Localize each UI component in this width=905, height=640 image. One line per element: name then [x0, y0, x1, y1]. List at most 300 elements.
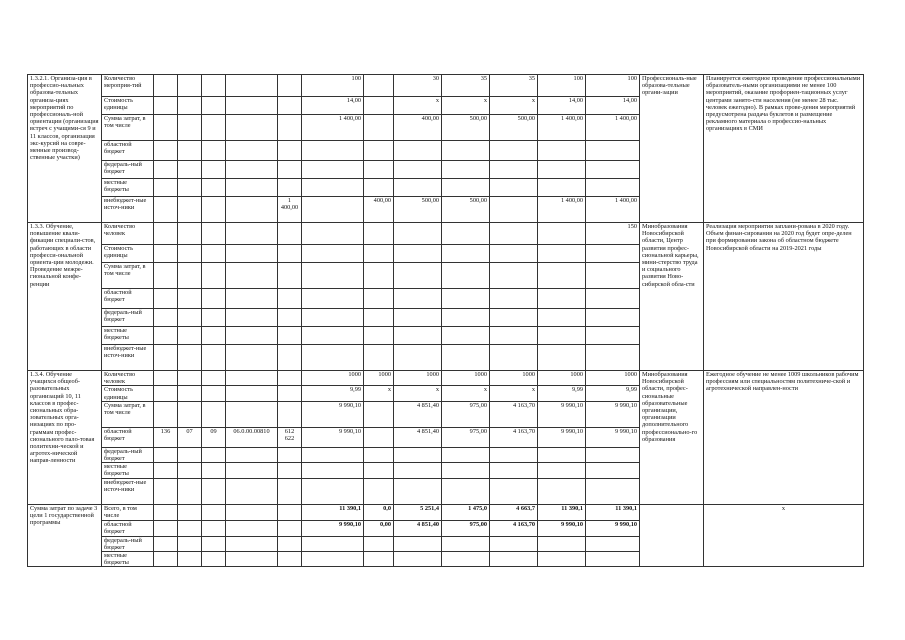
indicator-label-cell: федераль-ный бюджет [102, 309, 154, 327]
value-cell [442, 327, 490, 345]
value-cell [586, 289, 640, 309]
value-cell [394, 179, 442, 197]
value-cell [302, 478, 364, 504]
value-cell [364, 141, 394, 161]
value-cell [202, 263, 226, 289]
value-cell [490, 478, 538, 504]
value-cell: 1000 [442, 371, 490, 386]
value-cell: 1000 [586, 371, 640, 386]
value-cell [178, 386, 202, 401]
value-cell [278, 75, 302, 97]
indicator-label-cell: федераль-ный бюджет [102, 161, 154, 179]
value-cell [278, 223, 302, 245]
value-cell: 4 851,40 [394, 401, 442, 427]
value-cell [278, 552, 302, 567]
value-cell [364, 345, 394, 371]
value-cell [154, 447, 178, 462]
value-cell: x [490, 386, 538, 401]
value-cell [538, 141, 586, 161]
value-cell [364, 478, 394, 504]
value-cell: 9 990,10 [586, 401, 640, 427]
table-row [28, 504, 864, 520]
value-cell [394, 245, 442, 263]
value-cell [490, 263, 538, 289]
value-cell [364, 75, 394, 97]
value-cell [364, 327, 394, 345]
value-cell [154, 197, 178, 223]
value-cell [586, 179, 640, 197]
value-cell [442, 309, 490, 327]
expected-result-cell: Ежегодное обучение не менее 1009 школьников рабочим профессиям или специальностям политехниче-ской и агротехнической направлен-ности [704, 371, 864, 505]
value-cell [202, 245, 226, 263]
value-cell [302, 161, 364, 179]
indicator-label-cell: областной бюджет [102, 520, 154, 536]
value-cell [178, 309, 202, 327]
value-cell [202, 447, 226, 462]
value-cell: 1 400,00 [586, 115, 640, 141]
value-cell [538, 263, 586, 289]
value-cell [538, 478, 586, 504]
value-cell [278, 536, 302, 551]
value-cell: 35 [442, 75, 490, 97]
value-cell [490, 345, 538, 371]
indicator-label-cell: федераль-ный бюджет [102, 447, 154, 462]
value-cell [202, 401, 226, 427]
value-cell [302, 197, 364, 223]
value-cell: 9 990,10 [538, 427, 586, 447]
value-cell [154, 463, 178, 478]
value-cell: 11 390,1 [302, 504, 364, 520]
value-cell: 09 [202, 427, 226, 447]
value-cell [490, 309, 538, 327]
value-cell [154, 536, 178, 551]
value-cell [226, 401, 278, 427]
value-cell [154, 478, 178, 504]
value-cell [226, 197, 278, 223]
value-cell [364, 289, 394, 309]
value-cell [226, 327, 278, 345]
value-cell [278, 309, 302, 327]
value-cell [538, 289, 586, 309]
value-cell [364, 263, 394, 289]
value-cell: 400,00 [394, 115, 442, 141]
value-cell: 100 [538, 75, 586, 97]
value-cell: 0,0 [364, 504, 394, 520]
value-cell [202, 115, 226, 141]
value-cell [538, 552, 586, 567]
value-cell [442, 141, 490, 161]
value-cell: 150 [586, 223, 640, 245]
expected-result-cell: Реализация мероприятия заплани-рована в 2020 году. Объем финан-сирования на 2020 год будет опре-делен при формировании закона об областном бюджете Новосибирской области на 2019-2021 годы [704, 223, 864, 371]
value-cell [202, 463, 226, 478]
value-cell [394, 289, 442, 309]
indicator-label-cell: местные бюджеты [102, 552, 154, 567]
value-cell [278, 478, 302, 504]
indicator-label-cell: Сумма затрат, в том числе [102, 263, 154, 289]
value-cell [538, 309, 586, 327]
table-row [28, 75, 864, 97]
value-cell [586, 263, 640, 289]
value-cell [226, 345, 278, 371]
value-cell [586, 552, 640, 567]
indicator-label-cell: Количество мероприя-тий [102, 75, 154, 97]
indicator-label-cell: Стоимость единицы [102, 386, 154, 401]
value-cell [178, 289, 202, 309]
value-cell [302, 345, 364, 371]
value-cell [226, 552, 278, 567]
value-cell [278, 179, 302, 197]
value-cell: 1 400,00 [538, 197, 586, 223]
value-cell [586, 327, 640, 345]
value-cell: 4 163,70 [490, 401, 538, 427]
value-cell: 1000 [538, 371, 586, 386]
value-cell [364, 161, 394, 179]
value-cell [364, 115, 394, 141]
value-cell [178, 520, 202, 536]
value-cell [442, 161, 490, 179]
value-cell [226, 141, 278, 161]
value-cell [490, 536, 538, 551]
value-cell [178, 447, 202, 462]
value-cell [202, 345, 226, 371]
value-cell [364, 97, 394, 115]
expected-result-cell: Планируется ежегодное проведение профессиональными образователь-ными организациями не менее 100 мероприятий, оказание профориен-тационных услуг центрами занято-сти населения (не менее 28 тыс. человек ежегодно). В рамках прове-дения мероприятий предусмотрена раздача буклетов и размещение рекламного материала о профессио-нальных организациях в СМИ [704, 75, 864, 223]
value-cell [202, 371, 226, 386]
value-cell [490, 463, 538, 478]
indicator-label-cell: Количество человек [102, 371, 154, 386]
value-cell [442, 345, 490, 371]
value-cell [586, 245, 640, 263]
value-cell [442, 463, 490, 478]
value-cell [178, 179, 202, 197]
value-cell [394, 345, 442, 371]
value-cell [278, 463, 302, 478]
value-cell [278, 161, 302, 179]
value-cell [226, 386, 278, 401]
value-cell [442, 536, 490, 551]
value-cell: 4 851,40 [394, 427, 442, 447]
value-cell: 9 990,10 [538, 520, 586, 536]
value-cell: 1 400,00 [586, 197, 640, 223]
value-cell [154, 245, 178, 263]
value-cell [202, 327, 226, 345]
value-cell: 975,00 [442, 520, 490, 536]
value-cell [154, 520, 178, 536]
indicator-label-cell: областной бюджет [102, 289, 154, 309]
value-cell: 1000 [490, 371, 538, 386]
value-cell: 612 622 [278, 427, 302, 447]
value-cell [178, 552, 202, 567]
value-cell [394, 447, 442, 462]
executor-cell: Минобразования Новосибирской области, профес-сиональные образовательные организации, организации дополнительного профессионально-го образования [640, 371, 704, 505]
value-cell: 1000 [394, 371, 442, 386]
value-cell [154, 179, 178, 197]
value-cell: x [442, 97, 490, 115]
value-cell [302, 309, 364, 327]
value-cell [278, 141, 302, 161]
value-cell [154, 75, 178, 97]
value-cell [178, 75, 202, 97]
value-cell [394, 478, 442, 504]
value-cell [278, 447, 302, 462]
value-cell [202, 75, 226, 97]
value-cell: 9 990,10 [302, 427, 364, 447]
value-cell [302, 223, 364, 245]
value-cell [178, 327, 202, 345]
value-cell [178, 197, 202, 223]
event-name-cell: 1.3.4. Обучение учащихся общеоб-разовательных организаций 10, 11 классов в профес-сиональных обра-зовательных орга-низациях по про-граммам профес-сионального пало-товая политехни-ческой и агротех-нической направ-ленности [28, 371, 102, 505]
value-cell [202, 504, 226, 520]
value-cell [364, 245, 394, 263]
value-cell [178, 401, 202, 427]
value-cell [178, 141, 202, 161]
value-cell [302, 327, 364, 345]
value-cell [302, 536, 364, 551]
value-cell: 11 390,1 [586, 504, 640, 520]
value-cell [178, 263, 202, 289]
value-cell [490, 161, 538, 179]
indicator-label-cell: внебюджет-ные источ-ники [102, 345, 154, 371]
value-cell [394, 309, 442, 327]
value-cell [442, 552, 490, 567]
value-cell [226, 371, 278, 386]
value-cell: 4 663,7 [490, 504, 538, 520]
value-cell [202, 520, 226, 536]
value-cell: 9,99 [586, 386, 640, 401]
value-cell [278, 263, 302, 289]
value-cell [302, 463, 364, 478]
value-cell [394, 536, 442, 551]
event-name-cell: 1.3.2.1. Организа-ция в профессио-нальных образова-тельных организа-циях мероприятий по профессиональ-ной ориентации (организация встреч с учащими-ся 9 и 11 классов, организация экс-курсий на совре-менные производ-ственные участки) [28, 75, 102, 223]
value-cell: 9 990,10 [586, 427, 640, 447]
value-cell [490, 141, 538, 161]
value-cell [586, 345, 640, 371]
value-cell: 35 [490, 75, 538, 97]
value-cell [538, 447, 586, 462]
value-cell [154, 552, 178, 567]
indicator-label-cell: Сумма затрат, в том числе [102, 115, 154, 141]
value-cell [586, 447, 640, 462]
value-cell [442, 223, 490, 245]
value-cell [302, 263, 364, 289]
value-cell [178, 345, 202, 371]
value-cell [154, 504, 178, 520]
value-cell [490, 327, 538, 345]
event-name-cell: 1.3.3. Обучение, повышение квали-фикации специали-стов, работающих в области професси-ональной ориента-ции молодежи. Проведение межре-гиональной конфе-ренции [28, 223, 102, 371]
value-cell [302, 289, 364, 309]
value-cell [302, 447, 364, 462]
value-cell [226, 223, 278, 245]
value-cell [226, 520, 278, 536]
value-cell [226, 309, 278, 327]
value-cell [278, 97, 302, 115]
value-cell [202, 179, 226, 197]
value-cell [278, 371, 302, 386]
value-cell: 06.0.00.00810 [226, 427, 278, 447]
value-cell: 14,00 [586, 97, 640, 115]
value-cell [586, 161, 640, 179]
value-cell [586, 478, 640, 504]
value-cell: 5 251,4 [394, 504, 442, 520]
value-cell: 14,00 [302, 97, 364, 115]
value-cell [226, 463, 278, 478]
value-cell: 500,00 [442, 115, 490, 141]
value-cell [178, 223, 202, 245]
value-cell [226, 289, 278, 309]
value-cell [226, 97, 278, 115]
value-cell [364, 309, 394, 327]
value-cell [538, 223, 586, 245]
value-cell [442, 179, 490, 197]
value-cell: 9 990,10 [538, 401, 586, 427]
value-cell [226, 245, 278, 263]
value-cell [442, 263, 490, 289]
table-row [28, 223, 864, 245]
value-cell [226, 115, 278, 141]
value-cell [538, 327, 586, 345]
value-cell [586, 536, 640, 551]
value-cell [302, 179, 364, 197]
value-cell: x [442, 386, 490, 401]
value-cell: 100 [302, 75, 364, 97]
value-cell [278, 327, 302, 345]
value-cell [302, 141, 364, 161]
indicator-label-cell: местные бюджеты [102, 179, 154, 197]
value-cell [538, 245, 586, 263]
value-cell [586, 463, 640, 478]
value-cell [364, 447, 394, 462]
value-cell: 100 [586, 75, 640, 97]
value-cell [226, 161, 278, 179]
value-cell [154, 289, 178, 309]
value-cell [178, 161, 202, 179]
value-cell: 500,00 [394, 197, 442, 223]
indicator-label-cell: внебюджет-ные источ-ники [102, 478, 154, 504]
value-cell: x [394, 386, 442, 401]
value-cell: 9 990,10 [302, 401, 364, 427]
indicator-label-cell: Количество человек [102, 223, 154, 245]
value-cell: 4 163,70 [490, 427, 538, 447]
value-cell [490, 447, 538, 462]
value-cell [178, 97, 202, 115]
value-cell [278, 520, 302, 536]
value-cell [226, 478, 278, 504]
value-cell [278, 245, 302, 263]
executor-cell: Профессиональ-ные образова-тельные органи-зации [640, 75, 704, 223]
value-cell: 9 990,10 [586, 520, 640, 536]
value-cell [364, 223, 394, 245]
value-cell: 30 [394, 75, 442, 97]
value-cell [202, 223, 226, 245]
value-cell: 1000 [302, 371, 364, 386]
value-cell [178, 536, 202, 551]
program-events-table [27, 74, 864, 567]
value-cell [178, 115, 202, 141]
value-cell [538, 161, 586, 179]
value-cell [394, 263, 442, 289]
indicator-label-cell: Всего, в том числе [102, 504, 154, 520]
value-cell [154, 309, 178, 327]
value-cell [178, 371, 202, 386]
indicator-label-cell: местные бюджеты [102, 463, 154, 478]
indicator-label-cell: федераль-ный бюджет [102, 536, 154, 551]
value-cell [490, 245, 538, 263]
value-cell [586, 309, 640, 327]
value-cell [154, 345, 178, 371]
value-cell [226, 75, 278, 97]
value-cell [364, 427, 394, 447]
value-cell [226, 447, 278, 462]
value-cell: 9,99 [302, 386, 364, 401]
indicator-label-cell: Стоимость единицы [102, 97, 154, 115]
value-cell: 9,99 [538, 386, 586, 401]
value-cell [154, 371, 178, 386]
value-cell [490, 289, 538, 309]
value-cell [490, 552, 538, 567]
value-cell [202, 536, 226, 551]
program-table-page [27, 74, 863, 567]
value-cell: 0,00 [364, 520, 394, 536]
value-cell [154, 141, 178, 161]
value-cell [538, 179, 586, 197]
value-cell [364, 552, 394, 567]
value-cell [394, 223, 442, 245]
value-cell: 14,00 [538, 97, 586, 115]
value-cell [538, 463, 586, 478]
value-cell [394, 161, 442, 179]
value-cell [538, 536, 586, 551]
value-cell [394, 141, 442, 161]
executor-cell: Минобразования Новосибирской области, Центр развития профес-сиональной карьеры, мини-стерство труда и социального развития Ново-сибирской обла-сти [640, 223, 704, 371]
value-cell: 1 475,0 [442, 504, 490, 520]
value-cell: 500,00 [490, 115, 538, 141]
indicator-label-cell: областной бюджет [102, 427, 154, 447]
value-cell: 1 400,00 [538, 115, 586, 141]
value-cell [442, 245, 490, 263]
value-cell [226, 536, 278, 551]
value-cell [278, 289, 302, 309]
value-cell [178, 504, 202, 520]
value-cell [364, 536, 394, 551]
value-cell: 1000 [364, 371, 394, 386]
value-cell [202, 309, 226, 327]
value-cell [154, 327, 178, 345]
table-row [28, 371, 864, 386]
value-cell [364, 463, 394, 478]
value-cell: 9 990,10 [302, 520, 364, 536]
indicator-label-cell: областной бюджет [102, 141, 154, 161]
value-cell [178, 463, 202, 478]
value-cell [442, 447, 490, 462]
value-cell [202, 478, 226, 504]
value-cell [394, 552, 442, 567]
value-cell [442, 478, 490, 504]
value-cell [226, 263, 278, 289]
value-cell [202, 289, 226, 309]
value-cell [202, 161, 226, 179]
value-cell [202, 552, 226, 567]
value-cell [586, 141, 640, 161]
value-cell [490, 197, 538, 223]
value-cell: 11 390,1 [538, 504, 586, 520]
value-cell: 07 [178, 427, 202, 447]
value-cell: 400,00 [364, 197, 394, 223]
executor-cell [640, 504, 704, 567]
value-cell [278, 115, 302, 141]
value-cell [154, 386, 178, 401]
value-cell [394, 463, 442, 478]
value-cell [302, 552, 364, 567]
